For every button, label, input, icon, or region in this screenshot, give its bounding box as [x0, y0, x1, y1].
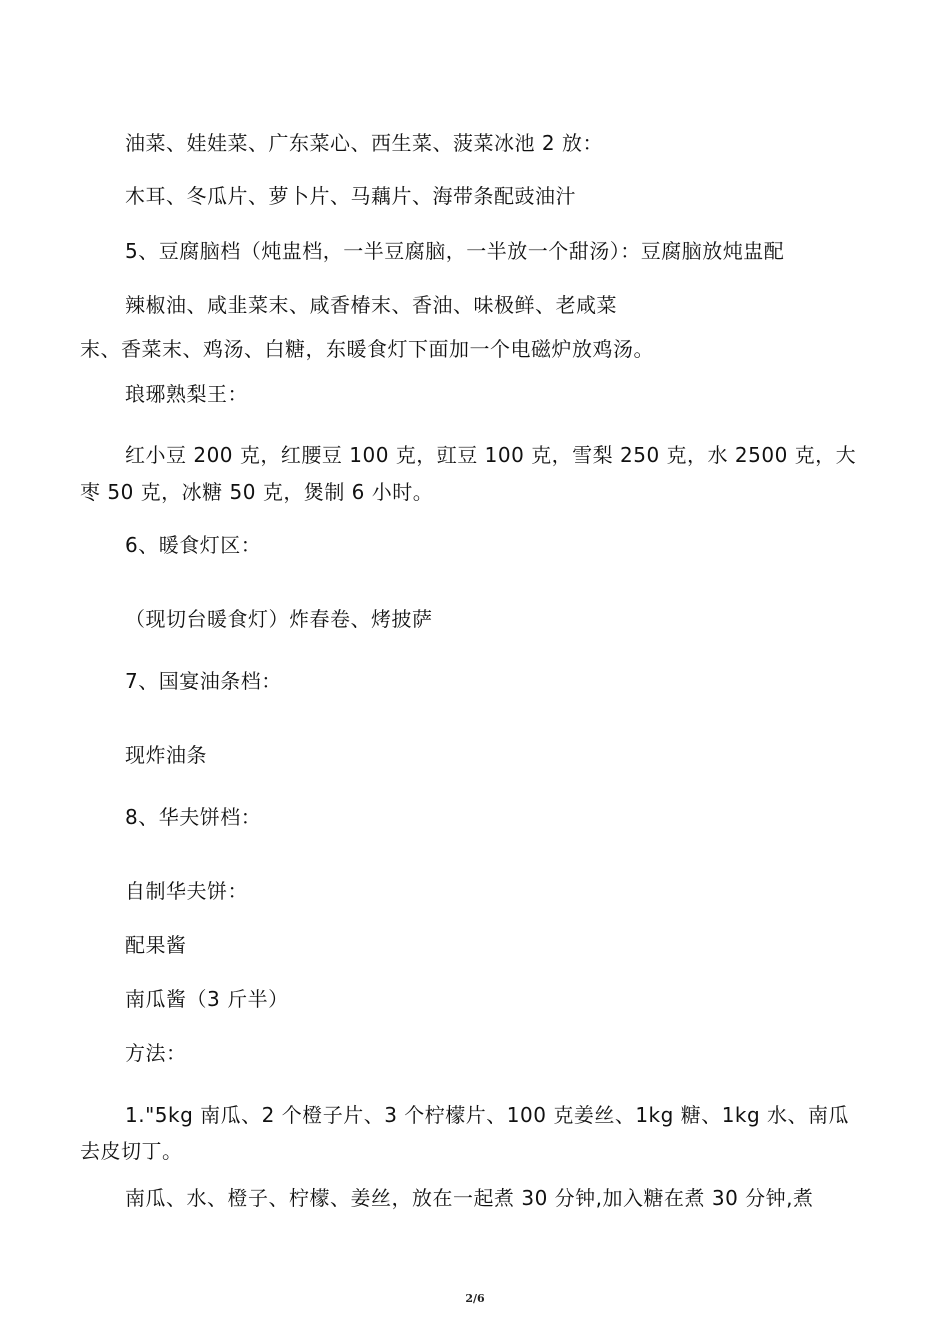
section-heading-7: 7、国宴油条档： [125, 669, 282, 693]
paragraph-line: 末、香菜末、鸡汤、白糖，东暖食灯下面加一个电磁炉放鸡汤。 [80, 337, 654, 361]
paragraph-line: （现切台暖食灯）炸春卷、烤披萨 [125, 607, 433, 631]
subheading: 自制华夫饼： [125, 879, 248, 903]
page-number: 2/6 [465, 1292, 485, 1305]
paragraph-line: 木耳、冬瓜片、萝卜片、马藕片、海带条配豉油汁 [125, 184, 576, 208]
paragraph-line: 南瓜酱（3 斤半） [125, 987, 289, 1011]
subheading: 琅琊熟梨王： [125, 382, 248, 406]
paragraph-line: 枣 50 克，冰糖 50 克，煲制 6 小时。 [80, 480, 434, 504]
paragraph-line: 现炸油条 [125, 743, 207, 767]
paragraph-line: 去皮切丁。 [80, 1139, 183, 1163]
paragraph-line: 1."5kg 南瓜、2 个橙子片、3 个柠檬片、100 克姜丝、1kg 糖、1kg 水、南瓜 [125, 1103, 850, 1127]
section-heading-8: 8、华夫饼档： [125, 805, 262, 829]
subheading: 方法： [125, 1041, 187, 1065]
paragraph-line: 油菜、娃娃菜、广东菜心、西生菜、菠菜冰池 2 放： [125, 131, 603, 155]
paragraph-line: 辣椒油、咸韭菜末、咸香椿末、香油、味极鲜、老咸菜 [125, 293, 617, 317]
paragraph-line: 配果酱 [125, 933, 187, 957]
paragraph-line: 红小豆 200 克，红腰豆 100 克，豇豆 100 克，雪梨 250 克，水 2500 克，大 [125, 443, 857, 467]
section-heading-6: 6、暖食灯区： [125, 533, 262, 557]
section-heading-5: 5、豆腐脑档（炖盅档，一半豆腐脑，一半放一个甜汤）：豆腐脑放炖盅配 [125, 239, 785, 263]
paragraph-line: 南瓜、水、橙子、柠檬、姜丝，放在一起煮 30 分钟,加入糖在煮 30 分钟,煮 [125, 1186, 814, 1210]
